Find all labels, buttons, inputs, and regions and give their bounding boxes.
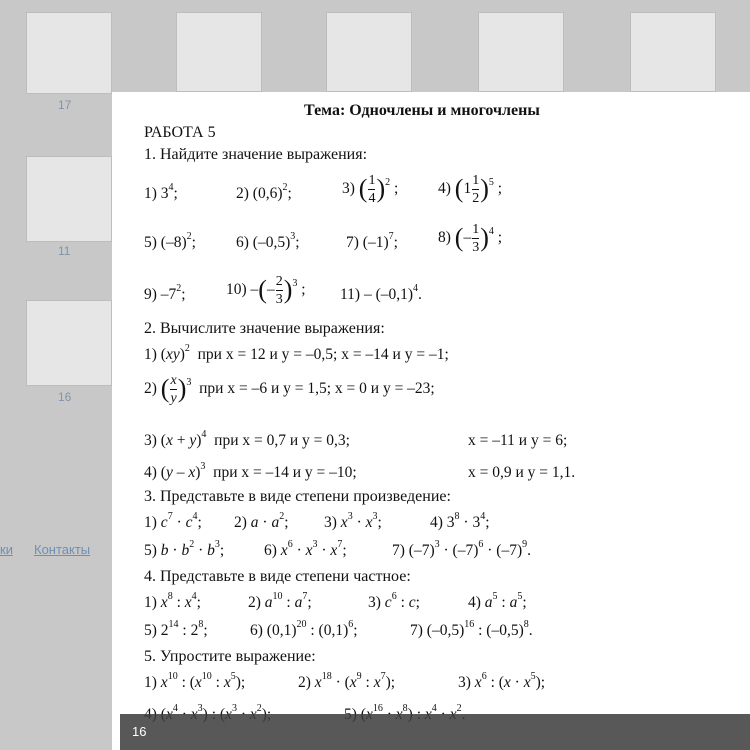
page-number: 16 [132,724,147,739]
expr-5-2: 2) $x^{18} \cdot (x^9$ : $x^7$); [298,671,396,691]
task-1-heading: 1. Найдите значение выражения: [144,146,368,163]
thumbnail-page[interactable] [26,300,112,386]
thumbnail-page[interactable] [630,12,716,92]
expr-2-3-alt: x = –11 и y = 6; [468,432,568,449]
document-page [112,92,750,750]
contacts-link[interactable]: Контакты [34,542,91,557]
expr-1-10: 10) –(– $\frac{2}{3}$ )$^3$ ; [226,274,306,307]
expr-1-4: 4) (1 $\frac{1}{2}$ )$^5$ ; [438,173,503,206]
expr-4-2: 2) $a^{10}$ : $a^7$; [248,591,312,611]
thumbnail-page[interactable] [326,12,412,92]
expr-2-2: 2) ( $\frac{x}{y}$ )$^3$ при x = –6 и y = 1,5; x = 0 и y = –23; [144,373,435,406]
expr-2-3-values: при x = 0,7 и y = 0,3; [214,432,350,449]
expr-2-2-values: при x = –6 и y = 1,5; x = 0 и y = –23; [199,380,435,398]
expr-4-1: 1) $x^8$ : $x^4$; [144,591,201,611]
task-2-heading: 2. Вычислите значение выражения: [144,320,385,337]
viewer-footer-bar [120,714,750,750]
expr-1-7: 7) $(-1)^7$; [346,231,398,251]
expr-4-3: 3) $c^6$ : c; [368,591,420,611]
expr-3-5: 5) $b \cdot b^2 \cdot b^3$; [144,539,225,559]
expr-3-2: 2) $a \cdot a^2$; [234,511,289,531]
expr-2-4: 4) (y – x)$^3$ при x = –14 и y = –10; [144,461,357,481]
expr-1-3: 3) ( $\frac{1}{4}$ )$^2$ ; [342,173,399,206]
expr-3-3: 3) $x^3 \cdot x^3$; [324,511,382,531]
expr-1-8: 8) (– $\frac{1}{3}$ )$^4$ ; [438,222,503,255]
footer-link[interactable]: ки [0,542,13,557]
expr-3-1: 1) $c^7 \cdot c^4$; [144,511,202,531]
expr-1-5: 5) $(-8)^2$; [144,231,196,251]
expr-2-3: 3) $(x + y)^4$ при x = 0,7 и y = 0,3; [144,429,350,449]
expr-2-4-values: при x = –14 и y = –10; [213,464,357,481]
expr-5-5: $^{16}$ $^8$ $^4$ $^2$ [372,703,462,714]
expr-4-7: 7) $(-0,5)^{16}$ : $(-0,5)^8$. [410,619,533,639]
task-3-heading: 3. Представьте в виде степени произведение: [144,488,451,505]
thumbnail-page[interactable] [26,156,112,242]
expr-1-6: 6) $(-0,5)^3$; [236,231,300,251]
thumbnail-page[interactable] [26,12,112,94]
expr-1-1: 1) $3^4$; [144,182,178,202]
expr-5-1: 1) $x^{10}$ : ($x^{10}$ : $x^5$); [144,671,246,691]
expr-1-2: 2) $(0,6)^2$; [236,182,292,202]
expr-1-11: $11) - (-0,1)^4$. [340,283,422,303]
expr-4-5: 5) $2^{14}$ : $2^8$; [144,619,208,639]
task-4-heading: 4. Представьте в виде степени частное: [144,568,411,585]
expr-5-4: $^4$ $^3$ $^3$ $^2$ [172,703,262,714]
expr-3-6: 6) $x^6 \cdot x^3 \cdot x^7$; [264,539,347,559]
thumbnail-label: 17 [58,98,72,112]
expr-2-1-values: при x = 12 и y = –0,5; x = –14 и y = –1; [197,346,449,363]
thumbnail-page[interactable] [478,12,564,92]
expr-3-7: 7) $(-7)^3 \cdot (-7)^6 \cdot (-7)^9$. [392,539,531,559]
work-label: РАБОТА 5 [144,124,216,141]
expr-5-3: 3) $x^6$ : $(x \cdot x^5)$; [458,671,546,691]
thumbnail-label: 16 [58,390,72,404]
expr-2-4-alt: x = 0,9 и y = 1,1. [468,464,576,481]
thumbnail-page[interactable] [176,12,262,92]
expr-4-6: 6) $(0,1)^{20}$ : $(0,1)^6$; [250,619,358,639]
expr-4-4: 4) $a^5$ : $a^5$; [468,591,527,611]
expr-1-9: 9) $-7^2$; [144,283,186,303]
expr-2-1: 1) (xy)$^2$ при x = 12 и y = –0,5; x = –14 и y = –1; [144,343,449,363]
document-title: Тема: Одночлены и многочлены [304,102,540,119]
task-5-heading: 5. Упростите выражение: [144,648,316,665]
expr-3-4: 4) $3^8 \cdot 3^4$; [430,511,490,531]
thumbnail-label: 11 [58,244,71,258]
